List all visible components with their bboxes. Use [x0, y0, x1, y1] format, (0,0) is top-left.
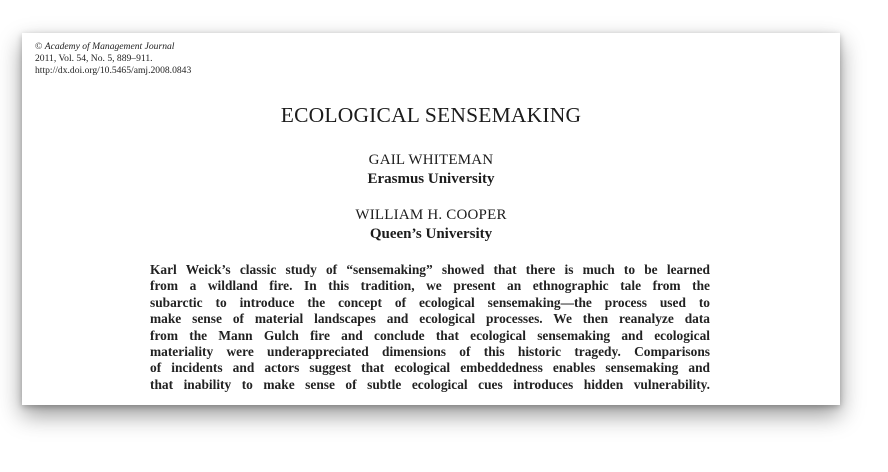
volume-line: 2011, Vol. 54, No. 5, 889–911.: [35, 53, 153, 64]
paper-page: [22, 33, 840, 405]
author-block-2: [22, 206, 840, 244]
abstract-line: make sense of material landscapes and ecological processes. We then reanalyze data: [150, 311, 710, 327]
doi-link[interactable]: http://dx.doi.org/10.5465/amj.2008.0843: [35, 65, 192, 76]
journal-name-line: [35, 41, 191, 53]
abstract: [150, 262, 710, 393]
author-name: GAIL WHITEMAN: [368, 152, 494, 168]
author-affiliation: Erasmus University: [367, 171, 495, 187]
journal-masthead: [35, 41, 191, 77]
abstract-line: materiality were underappreciated dimensions of this historic tragedy. Comparisons: [150, 344, 710, 360]
author-block-1: [22, 151, 840, 189]
abstract-line: from a wildland fire. In this tradition, we present an ethnographic tale from the: [150, 278, 710, 294]
author-name: WILLIAM H. COOPER: [355, 207, 507, 223]
journal-name: Academy of Management Journal: [44, 41, 175, 52]
author-affiliation: Queen’s University: [369, 226, 493, 242]
abstract-line: from the Mann Gulch fire and conclude that ecological sensemaking and ecological: [150, 327, 710, 343]
abstract-line: that inability to make sense of subtle ecological cues introduces hidden vulnerability.: [150, 376, 710, 392]
abstract-line: Karl Weick’s classic study of “sensemaking” showed that there is much to be learned: [150, 262, 710, 277]
article-title: ECOLOGICAL SENSEMAKING: [280, 103, 582, 127]
copyright-symbol: ©: [35, 41, 43, 52]
abstract-line: of incidents and actors suggest that ecological embeddedness enables sensemaking and: [150, 360, 710, 376]
abstract-line: subarctic to introduce the concept of ecological sensemaking—the process used to: [150, 294, 710, 310]
